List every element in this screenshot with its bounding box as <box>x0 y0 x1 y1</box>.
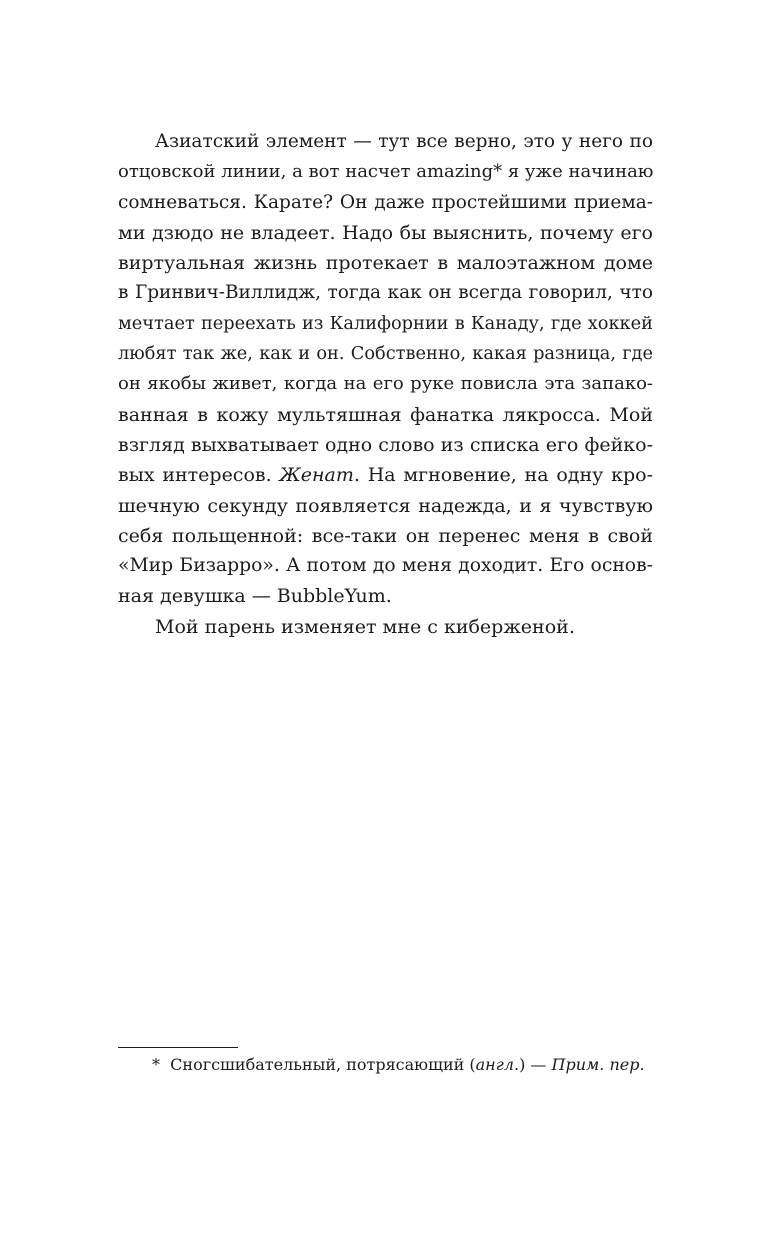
text-line: мечтает переехать из Калифорнии в Канаду, где хоккей <box>118 313 653 334</box>
text-line: шечную секунду появляется надежда, и я чувствую <box>118 494 653 517</box>
text-line: Мой парень изменяет мне с киберженой. <box>155 615 575 638</box>
footnote-divider <box>118 1047 238 1048</box>
text-line: «Мир Бизарро». А потом до меня доходит. Его основ- <box>118 555 653 577</box>
text-line: он якобы живет, когда на его руке повисла эта запако- <box>118 373 653 395</box>
text-fragment: вых интересов. <box>118 464 280 487</box>
italic-word: Женат <box>279 464 354 487</box>
footnote-lang-abbrev: англ. <box>475 1055 520 1074</box>
footnote <box>152 1053 645 1077</box>
text-line: любят так же, как и он. Собственно, какая разница, где <box>118 344 653 365</box>
text-line: в Гринвич-Виллидж, тогда как он всегда говорил, что <box>118 282 653 304</box>
text-line <box>118 460 653 490</box>
text-line: себя польщенной: все-таки он перенес меня в свой <box>118 524 653 547</box>
body-text <box>118 127 653 642</box>
footnote-text: Сногсшибательный, потрясающий ( <box>170 1055 476 1074</box>
text-line: виртуальная жизнь протекает в малоэтажном доме <box>118 252 653 275</box>
footnote-marker: * <box>152 1055 160 1074</box>
text-line: ная девушка — BubbleYum. <box>118 585 392 608</box>
text-fragment: . На мгновение, на одну кро- <box>353 464 654 487</box>
text-line: отцовской линии, а вот насчет amazing* я уже начинаю <box>118 161 654 183</box>
text-line: взгляд выхватывает одно слово из списка его фейко- <box>118 433 653 456</box>
text-line: ванная в кожу мультяшная фанатка лякросса. Мой <box>118 403 653 426</box>
text-line: сомневаться. Карате? Он даже простейшими приема- <box>118 191 653 213</box>
footnote-note-label: Прим. пер. <box>551 1055 645 1074</box>
text-line: Азиатский элемент — тут все верно, это у него по <box>155 131 653 152</box>
footnote-text-after: ) — <box>519 1055 552 1074</box>
text-line: ми дзюдо не владеет. Надо бы выяснить, почему его <box>118 221 653 244</box>
